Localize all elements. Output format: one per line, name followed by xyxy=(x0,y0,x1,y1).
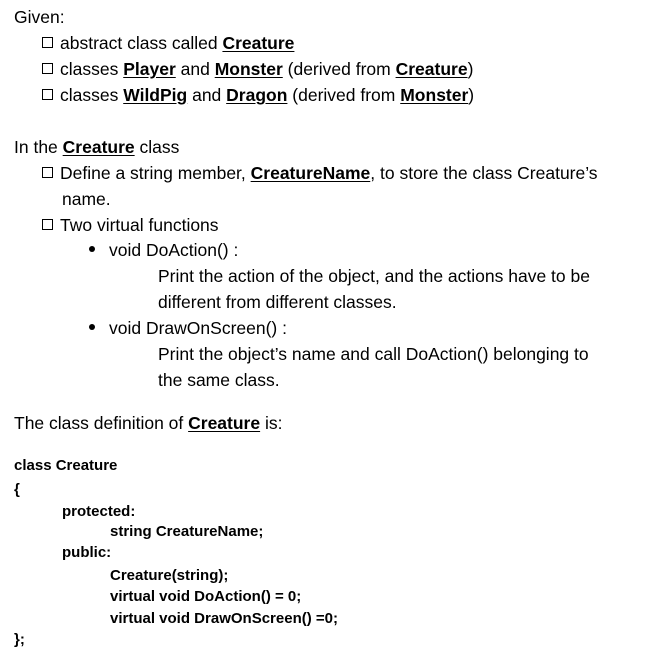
given-item-2-text: classes xyxy=(60,59,124,79)
given-item-3 xyxy=(42,84,474,106)
given-item-2 xyxy=(42,58,473,80)
creature-class-heading xyxy=(14,136,179,158)
code-line-3: protected: xyxy=(62,503,136,520)
creature-item-2-text: Two virtual functions xyxy=(60,215,219,235)
bullet-icon xyxy=(89,324,95,330)
checkbox-icon xyxy=(42,89,53,100)
func1-desc-2: different from different classes. xyxy=(158,292,397,312)
heading-pre: In the xyxy=(14,137,63,157)
link-creature: Creature xyxy=(62,137,135,157)
func1-desc-1: Print the action of the object, and the actions have to be xyxy=(158,266,590,286)
code-line-8: virtual void DrawOnScreen() =0; xyxy=(110,610,338,627)
func2-desc-2: the same class. xyxy=(158,370,280,390)
code-line-1: class Creature xyxy=(14,457,118,474)
checkbox-icon xyxy=(42,167,53,178)
checkbox-icon xyxy=(42,219,53,230)
given-item-2-and: and xyxy=(175,59,215,79)
given-item-2-end: ) xyxy=(467,59,474,79)
given-item-1 xyxy=(42,32,294,54)
link-creaturename: CreatureName xyxy=(250,163,371,183)
link-creature: Creature xyxy=(395,59,468,79)
creature-item-1-pre: Define a string member, xyxy=(60,163,251,183)
checkbox-icon xyxy=(42,63,53,74)
definition-pre: The class definition of xyxy=(14,413,189,433)
code-line-6: Creature(string); xyxy=(110,567,229,584)
link-player: Player xyxy=(123,59,176,79)
code-line-4: string CreatureName; xyxy=(110,523,264,540)
link-monster: Monster xyxy=(400,85,469,105)
func2-sig-text: void DrawOnScreen() : xyxy=(109,318,287,338)
code-line-5: public: xyxy=(62,544,112,561)
bullet-icon xyxy=(89,246,95,252)
checkbox-icon xyxy=(42,37,53,48)
link-creature: Creature xyxy=(188,413,261,433)
link-wildpig: WildPig xyxy=(123,85,188,105)
heading-post: class xyxy=(134,137,180,157)
link-creature: Creature xyxy=(222,33,295,53)
given-item-3-and: and xyxy=(187,85,227,105)
given-item-3-mid: (derived from xyxy=(287,85,401,105)
func1-sig-text: void DoAction() : xyxy=(109,240,239,260)
code-line-2: { xyxy=(14,481,20,498)
creature-item-1-continuation: name. xyxy=(62,189,111,209)
creature-item-1 xyxy=(42,162,598,184)
given-item-2-mid: (derived from xyxy=(282,59,396,79)
func2-desc-1: Print the object’s name and call DoAction() belonging to xyxy=(158,344,589,364)
link-monster: Monster xyxy=(214,59,283,79)
code-line-9: }; xyxy=(14,631,25,648)
code-line-7: virtual void DoAction() = 0; xyxy=(110,588,302,605)
func2-signature xyxy=(89,317,287,339)
given-heading: Given: xyxy=(14,7,65,27)
given-item-3-text: classes xyxy=(60,85,124,105)
func1-signature xyxy=(89,239,238,261)
creature-item-2 xyxy=(42,214,219,236)
given-item-3-end: ) xyxy=(468,85,475,105)
link-dragon: Dragon xyxy=(226,85,288,105)
given-item-1-text: abstract class called xyxy=(60,33,223,53)
creature-item-1-post: , to store the class Creature’s xyxy=(370,163,598,183)
definition-sentence xyxy=(14,412,282,434)
definition-post: is: xyxy=(260,413,283,433)
